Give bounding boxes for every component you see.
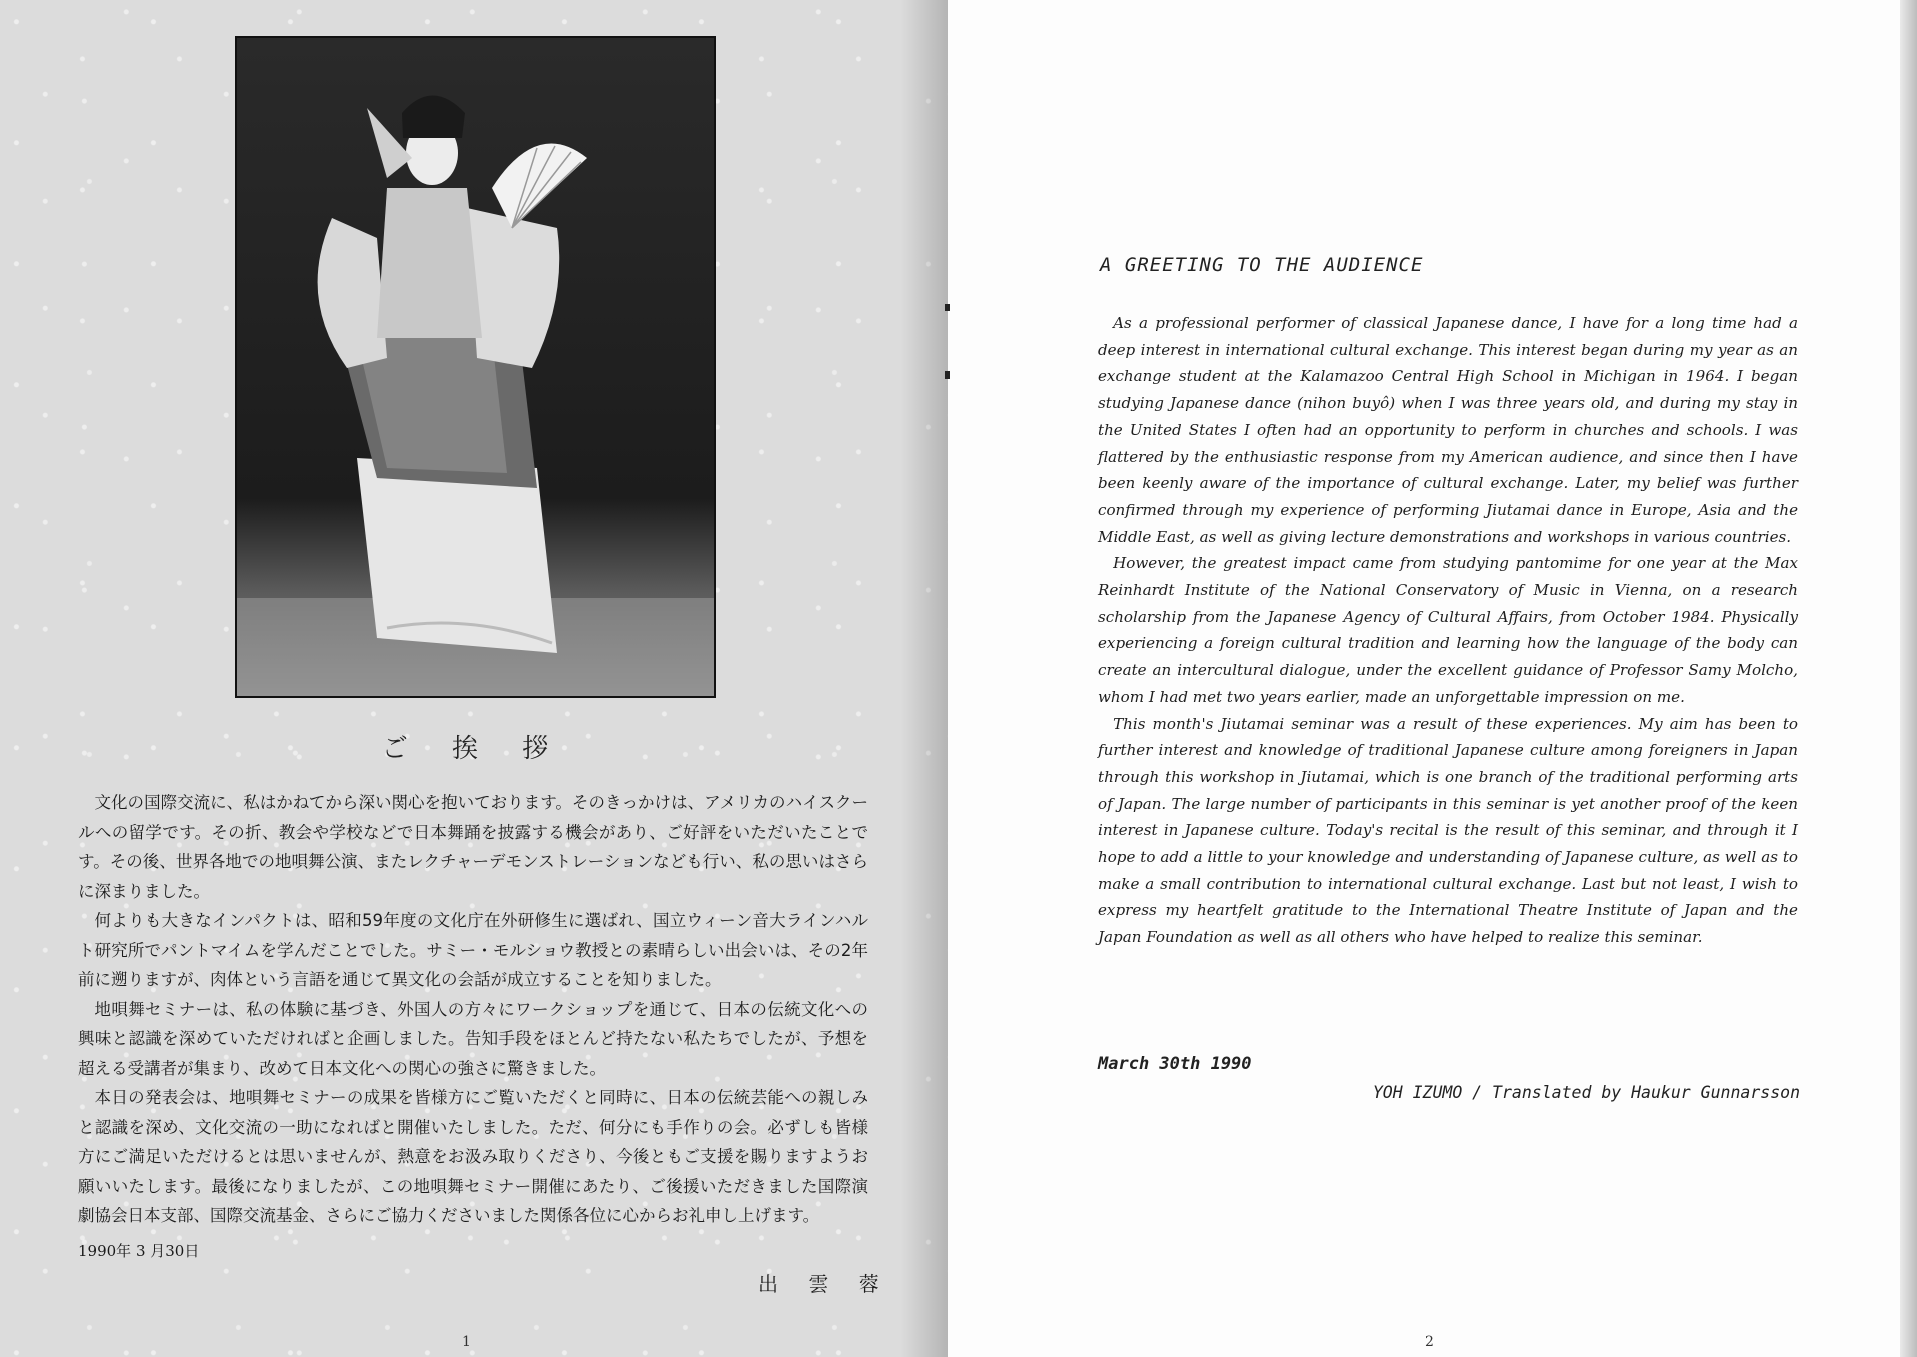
page-number-right: 2 bbox=[1425, 1334, 1434, 1350]
english-heading: A GREETING TO THE AUDIENCE bbox=[1100, 254, 1424, 276]
english-author: YOH IZUMO / Translated by Haukur Gunnarsson bbox=[1372, 1083, 1800, 1102]
page-number-left: 1 bbox=[462, 1334, 471, 1350]
japanese-date: 1990年 3 月30日 bbox=[78, 1242, 200, 1260]
page-edge bbox=[1900, 0, 1917, 1357]
japanese-paragraph: 文化の国際交流に、私はかねてから深い関心を抱いております。そのきっかけは、アメリカのハイスクールへの留学です。その折、教会や学校などで日本舞踊を披露する機会があり、ご好評をいただいたことです。その後、世界各地での地唄舞公演、またレクチャーデモンストレーションなども行い、私の思いはさらに深まりました。 bbox=[78, 793, 868, 901]
japanese-paragraph: 本日の発表会は、地唄舞セミナーの成果を皆様方にご覧いただくと同時に、日本の伝統芸能への親しみと認識を深め、文化交流の一助になればと開催いたしました。ただ、何分にも手作りの会。必ずしも皆様方にご満足いただけるとは思いませんが、熱意をお汲み取りくださり、今後ともご支援を賜りますようお願いいたします。最後になりましたが、この地唄舞セミナー開催にあたり、ご後援いただきました国際演劇協会日本支部、国際交流基金、さらにご協力くださいました関係各位に心からお礼申し上げます。 bbox=[78, 1088, 868, 1225]
left-page bbox=[0, 0, 948, 1357]
japanese-body bbox=[78, 788, 868, 1231]
japanese-heading: ご 挨 拶 bbox=[381, 734, 567, 764]
japanese-paragraph: 地唄舞セミナーは、私の体験に基づき、外国人の方々にワークショップを通じて、日本の伝統文化への興味と認識を深めていただければと企画しました。告知手段をほとんど持たない私たちでしたが、予想を超える受講者が集まり、改めて日本文化への関心の強さに驚きました。 bbox=[78, 999, 868, 1078]
binding-mark bbox=[945, 371, 950, 379]
english-paragraph: As a professional performer of classical Japanese dance, I have for a long time had a deep interest in international cultural exchange. This interest began during my year as an exchange student at the Kalamazoo Central High School in Michigan in 1964. I began studying Japanese dance (nihon buyô) when I was three years old, and during my stay in the United States I often had an opportunity to perform in churches and schools. I was flattered by the enthusiastic response from my American audience, and since then I have been keenly aware of the importance of cultural exchange. Later, my belief was further confirmed through my experience of performing Jiutamai dance in Europe, Asia and the Middle East, as well as giving lecture demonstrations and workshops in various countries. bbox=[1098, 314, 1798, 546]
dancer-photo bbox=[235, 36, 716, 698]
japanese-paragraph: 何よりも大きなインパクトは、昭和59年度の文化庁在外研修生に選ばれ、国立ウィーン音大ラインハルト研究所でパントマイムを学んだことでした。サミー・モルショウ教授との素晴らしい出会いは、その2年前に遡りますが、肉体という言語を通じて異文化の会話が成立することを知りました。 bbox=[78, 911, 868, 989]
english-paragraph: However, the greatest impact came from studying pantomime for one year at the Max Reinhardt Institute of the National Conservatory of Music in Vienna, on a research scholarship from the Japanese Agency of Cultural Affairs, from October 1984. Physically experiencing a foreign cultural tradition and learning how the language of the body can create an intercultural dialogue, under the excellent guidance of Professor Samy Molcho, whom I had met two years earlier, made an unforgettable impression on me. bbox=[1098, 554, 1798, 706]
japanese-author: 出 雲 蓉 bbox=[758, 1272, 891, 1296]
english-body bbox=[1098, 310, 1798, 951]
english-paragraph: This month's Jiutamai seminar was a result of these experiences. My aim has been to further interest and knowledge of traditional Japanese culture among foreigners in Japan through this workshop in Jiutamai, which is one branch of the traditional performing arts of Japan. The large number of participants in this seminar is yet another proof of the keen interest in Japanese culture. Today's recital is the result of this seminar, and through it I hope to add a little to your knowledge and understanding of Japanese culture, as well as to make a small contribution to international cultural exchange. Last but not least, I wish to express my heartfelt gratitude to the International Theatre Institute of Japan and the Japan Foundation as well as all others who have helped to realize this seminar. bbox=[1098, 714, 1798, 947]
dancer-illustration bbox=[237, 38, 714, 696]
binding-mark bbox=[945, 304, 950, 311]
english-date: March 30th 1990 bbox=[1098, 1054, 1252, 1074]
